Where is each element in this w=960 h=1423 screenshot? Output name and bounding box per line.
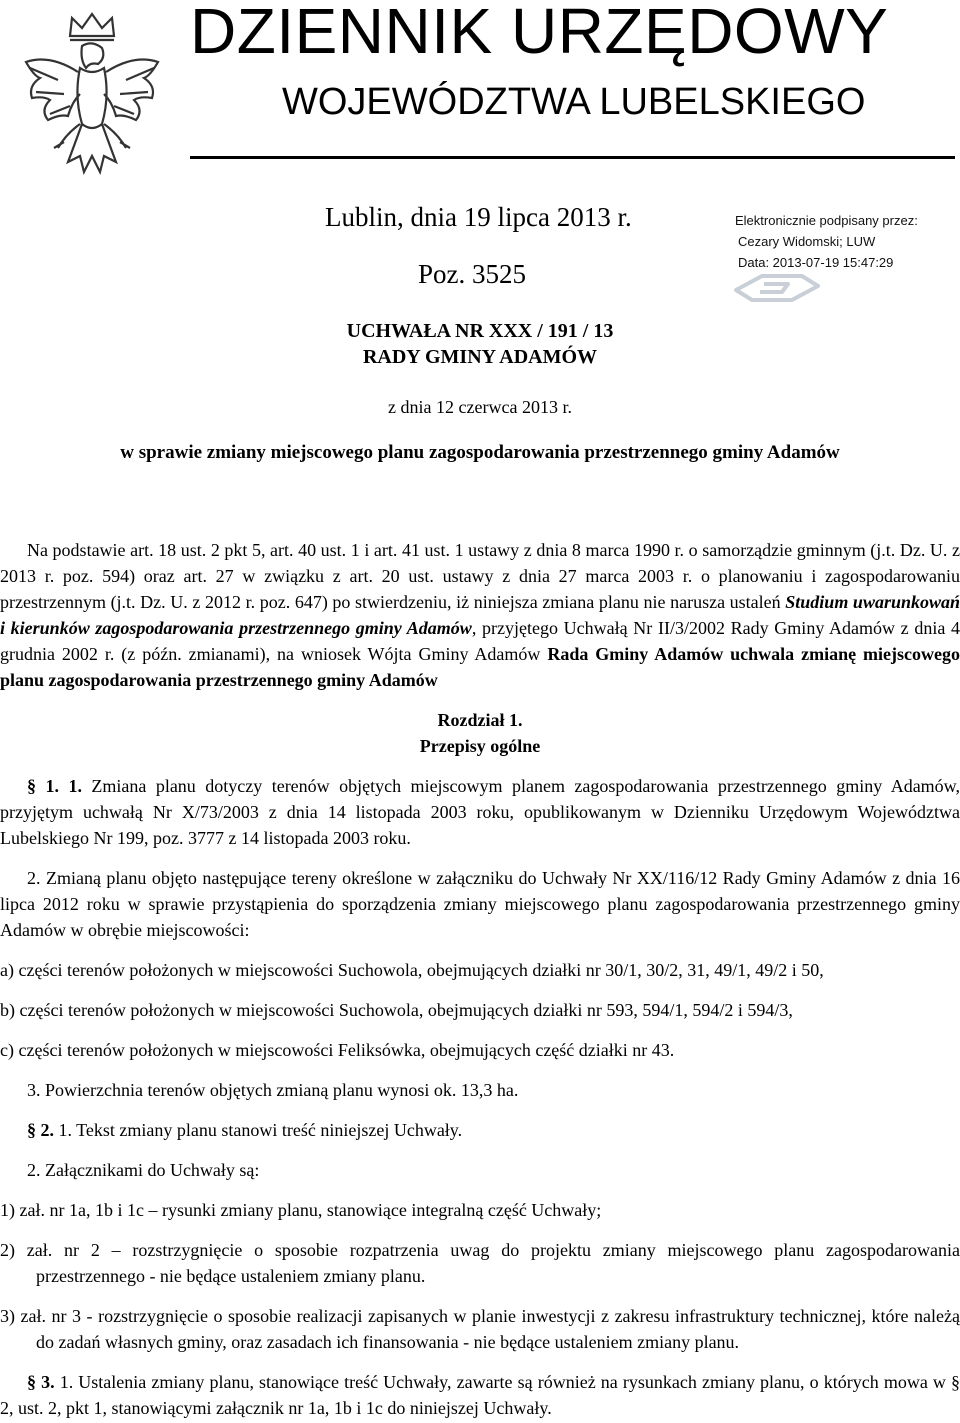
preamble	[0, 537, 960, 693]
section-1-1-text: Zmiana planu dotyczy terenów objętych miejscowym planem zagospodarowania przestrzennego gminy Adamów, przyjętym uchwałą Nr X/73/2003 z dnia 14 listopada 2003 roku, opublikowanym w Dzienniku Urzędowym Województwa Lubelskiego Nr 199, poz. 3777 z 14 listopada 2003 roku.	[0, 776, 960, 848]
chapter-title: Rozdział 1.	[437, 710, 523, 730]
section-2-para-1	[0, 1117, 960, 1143]
section-sign: §	[27, 1120, 36, 1140]
section-1-para-1	[0, 773, 960, 851]
preamble-study-title: Studium uwarunkowań i kierunków zagospodarowania przestrzennego gminy Adamów	[0, 592, 960, 638]
resolution-date: z dnia 12 czerwca 2013 r.	[388, 397, 572, 417]
preamble-enactment: Rada Gminy Adamów uchwala zmianę miejscowego planu zagospodarowania przestrzennego gminy Adamów	[0, 644, 960, 690]
resolution-body: RADY GMINY ADAMÓW	[362, 346, 598, 368]
attachment-1: 1) zał. nr 1a, 1b i 1c – rysunki zmiany planu, stanowiące integralną część Uchwały;	[0, 1200, 602, 1220]
section-2-1-text: 1. Tekst zmiany planu stanowi treść niniejszej Uchwały.	[54, 1120, 463, 1140]
electronic-signature	[735, 210, 960, 273]
preamble-text-1: Na podstawie art. 18 ust. 2 pkt 5, art. 40 ust. 1 i art. 41 ust. 1 ustawy z dnia 8 marca 1990 r. o samorządzie gminnym (j.t. Dz. U. z 2013 r. poz. 594) oraz art. 27 w związku z art. 20 ust. ustawy z dnia 27 marca 2003 r. o planowaniu i zagospodarowaniu przestrzennym (j.t. Dz. U. z 2012 r. poz. 647) po stwierdzeniu, iż niniejsza zmiana planu nie narusza ustaleń	[0, 540, 960, 612]
section-3-1-text: 1. Ustalenia zmiany planu, stanowiące treść Uchwały, zawarte są również na rysunkach zmiany planu, o których mowa w § 2, ust. 2, pkt 1, stanowiącymi załącznik nr 1a, 1b i 1c do niniejszej Uchwały.	[0, 1372, 960, 1418]
signature-signer: Cezary Widomski; LUW	[738, 234, 876, 249]
section-3-para-1	[0, 1369, 960, 1421]
section-1-label: 1.	[45, 776, 59, 796]
item-a: a) części terenów położonych w miejscowości Suchowola, obejmujących działki nr 30/1, 30/2, 31, 49/1, 49/2 i 50,	[0, 960, 824, 980]
section-3-label: 3.	[41, 1372, 55, 1392]
position-number: Poz. 3525	[418, 259, 526, 289]
item-b: b) części terenów położonych w miejscowości Suchowola, obejmujących działki nr 593, 594/1, 594/2 i 594/3,	[0, 1000, 793, 1020]
signature-date: Data: 2013-07-19 15:47:29	[738, 255, 894, 270]
section-2-para-2: 2. Załącznikami do Uchwały są:	[27, 1160, 260, 1180]
signature-line-1: Elektronicznie podpisany przez:	[735, 213, 918, 228]
section-sign: §	[27, 776, 36, 796]
eagle-emblem-icon	[10, 6, 175, 186]
resolution-number: UCHWAŁA NR XXX / 191 / 13	[346, 320, 614, 342]
signature-logo-icon	[732, 272, 822, 302]
journal-title: DZIENNIK URZĘDOWY	[190, 0, 889, 67]
section-1-para-3: 3. Powierzchnia terenów objętych zmianą planu wynosi ok. 13,3 ha.	[27, 1080, 519, 1100]
section-1-1-num: 1.	[68, 776, 82, 796]
section-2-label: 2.	[40, 1120, 54, 1140]
attachment-2: 2) zał. nr 2 – rozstrzygnięcie o sposobie rozpatrzenia uwag do projektu zmiany miejscowego planu zagospodarowania przestrzennego - nie będące ustaleniem zmiany planu.	[0, 1240, 960, 1286]
section-sign: §	[27, 1372, 36, 1392]
item-c: c) części terenów położonych w miejscowości Feliksówka, obejmujących część działki nr 43.	[0, 1040, 675, 1060]
chapter-name: Przepisy ogólne	[419, 736, 541, 756]
attachment-3: 3) zał. nr 3 - rozstrzygnięcie o sposobie realizacji zapisanych w planie inwestycji z zakresu infrastruktury technicznej, które należą do zadań własnych gminy, oraz zasadach ich finansowania - nie będące ustaleniem zmiany planu.	[0, 1306, 960, 1352]
preamble-text-2: , przyjętego Uchwałą Nr II/3/2002 Rady Gminy Adamów z dnia 4 grudnia 2002 r. (z późn. zmianami), na wniosek Wójta Gminy Adamów	[0, 618, 960, 664]
header-rule	[190, 156, 955, 159]
place-date: Lublin, dnia 19 lipca 2013 r.	[325, 202, 632, 232]
section-1-para-2: 2. Zmianą planu objęto następujące tereny określone w załączniku do Uchwały Nr XX/116/12 Rady Gminy Adamów z dnia 16 lipca 2012 roku w sprawie przystąpienia do sporządzenia zmiany miejscowego planu zagospodarowania przestrzennego gminy Adamów w obrębie miejscowości:	[0, 868, 960, 940]
journal-subtitle: WOJEWÓDZTWA LUBELSKIEGO	[282, 81, 866, 123]
resolution-subject: w sprawie zmiany miejscowego planu zagospodarowania przestrzennego gminy Adamów	[120, 442, 840, 463]
document-body	[0, 537, 960, 1421]
